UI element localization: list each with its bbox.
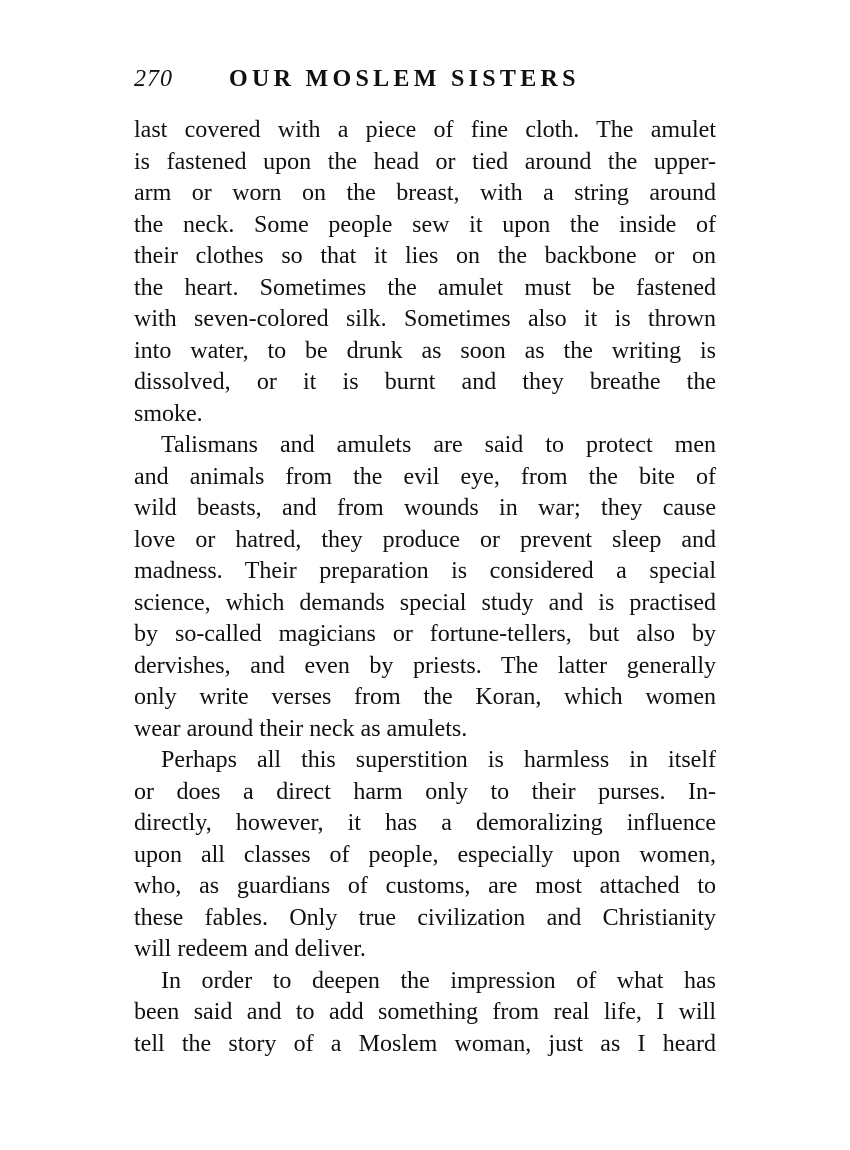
text-line: dissolved, or it is burnt and they breathe the <box>134 369 716 395</box>
running-head <box>134 66 724 106</box>
text-line: madness. Their preparation is considered a special <box>134 558 716 584</box>
text-line: dervishes, and even by priests. The latter generally <box>134 652 716 679</box>
text-line: love or hatred, they produce or prevent sleep and <box>134 526 716 553</box>
text-line: and animals from the evil eye, from the bite of <box>134 463 716 490</box>
text-line: with seven-colored silk. Sometimes also it is thrown <box>134 306 716 332</box>
text-line: arm or worn on the breast, with a string around <box>134 180 716 206</box>
text-line: In order to deepen the impression of what has <box>161 967 716 994</box>
text-line: who, as guardians of customs, are most attached to <box>134 873 716 899</box>
text-line: been said and to add something from real life, I will <box>134 999 716 1025</box>
page-number: 270 <box>134 66 173 92</box>
text-line: science, which demands special study and is practised <box>134 589 716 616</box>
text-line: will redeem and deliver. <box>134 936 366 962</box>
text-line: or does a direct harm only to their purses. In- <box>134 778 716 805</box>
text-line: tell the story of a Moslem woman, just as I heard <box>134 1030 716 1057</box>
text-line: upon all classes of people, especially upon women, <box>134 841 716 868</box>
text-line: Talismans and amulets are said to protect men <box>161 432 716 458</box>
text-line: smoke. <box>134 400 203 427</box>
text-line: the neck. Some people sew it upon the inside of <box>134 211 716 238</box>
text-line: their clothes so that it lies on the backbone or on <box>134 243 716 269</box>
body-text <box>134 115 716 1060</box>
text-line: the heart. Sometimes the amulet must be fastened <box>134 274 716 301</box>
text-line: these fables. Only true civilization and Christianity <box>134 904 716 931</box>
text-line: is fastened upon the head or tied around the upper- <box>134 148 716 175</box>
text-line: last covered with a piece of fine cloth. The amulet <box>134 117 716 143</box>
running-title: OUR MOSLEM SISTERS <box>229 66 580 92</box>
text-line: Perhaps all this superstition is harmless in itself <box>161 747 716 773</box>
text-line: by so-called magicians or fortune-tellers, but also by <box>134 621 716 647</box>
text-line: directly, however, it has a demoralizing influence <box>134 810 716 836</box>
text-line: into water, to be drunk as soon as the writing is <box>134 337 716 364</box>
text-line: wear around their neck as amulets. <box>134 715 468 742</box>
text-line: wild beasts, and from wounds in war; they cause <box>134 495 716 521</box>
text-line: only write verses from the Koran, which women <box>134 684 716 710</box>
